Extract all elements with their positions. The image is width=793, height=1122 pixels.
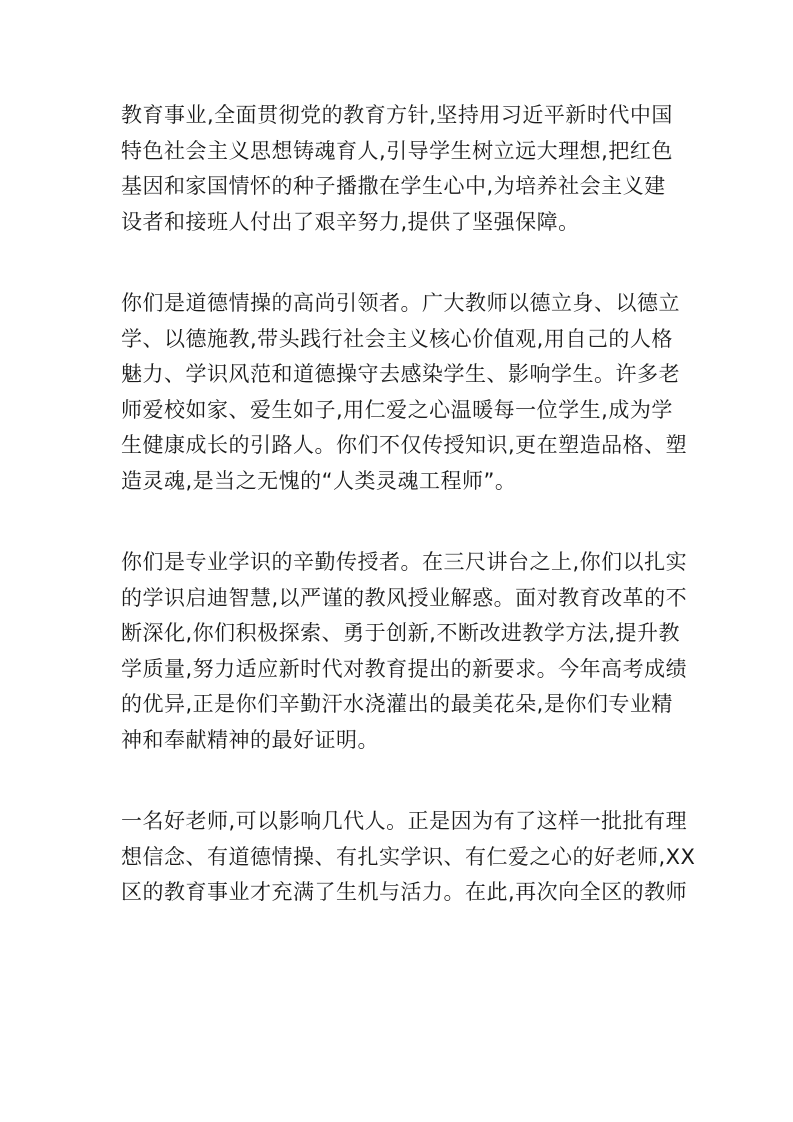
text-line: 特色社会主义思想铸魂育人,引导学生树立远大理想,把红色: [121, 138, 673, 163]
paragraph-gap: [121, 499, 681, 545]
text-line: 设者和接班人付出了艰辛努力,提供了坚强保障。: [121, 209, 580, 234]
text-line: 生健康成长的引路人。你们不仅传授知识,更在塑造品格、塑: [121, 433, 688, 457]
paragraph-3: [121, 545, 688, 758]
text-line: 神和奉献精神的最好证明。: [121, 727, 379, 752]
text-line: 断深化,你们积极探索、勇于创新,不断改进教学方法,提升教: [121, 621, 681, 645]
text-line: 你们是专业学识的辛勤传授者。在三尺讲台之上,你们以扎实: [121, 550, 688, 574]
paragraph-4: [121, 804, 696, 911]
text-line: 你们是道德情操的高尚引领者。广大教师以德立身、以德立: [121, 291, 680, 315]
paragraph-gap: [121, 240, 681, 286]
text-line: 学质量,努力适应新时代对教育提出的新要求。今年高考成绩: [121, 656, 688, 681]
paragraph-2: [121, 286, 688, 499]
text-line: 想信念、有道德情操、有扎实学识、有仁爱之心的好老师,XX: [121, 844, 696, 869]
text-line: 魅力、学识风范和道德操守去感染学生、影响学生。许多老: [121, 362, 680, 386]
text-line: 一名好老师,可以影响几代人。正是因为有了这样一批批有理: [121, 809, 688, 833]
text-line: 的学识启迪智慧,以严谨的教风授业解惑。面对教育改革的不: [121, 585, 688, 610]
text-line: 造灵魂,是当之无愧的“人类灵魂工程师”。: [121, 468, 517, 493]
text-line: 的优异,正是你们辛勤汗水浇灌出的最美花朵,是你们专业精: [121, 692, 673, 716]
text-line: 基因和家国情怀的种子播撒在学生心中,为培养社会主义建: [121, 174, 666, 198]
text-line: 学、以德施教,带头践行社会主义核心价值观,用自己的人格: [121, 326, 673, 351]
paragraph-gap: [121, 758, 681, 804]
text-line: 区的教育事业才充满了生机与活力。在此,再次向全区的教师: [121, 880, 688, 904]
document-body: [121, 98, 696, 911]
text-line: 师爱校如家、爱生如子,用仁爱之心温暖每一位学生,成为学: [121, 397, 673, 422]
paragraph-1: [121, 98, 681, 240]
text-line: 教育事业,全面贯彻党的教育方针,坚持用习近平新时代中国: [121, 103, 673, 127]
